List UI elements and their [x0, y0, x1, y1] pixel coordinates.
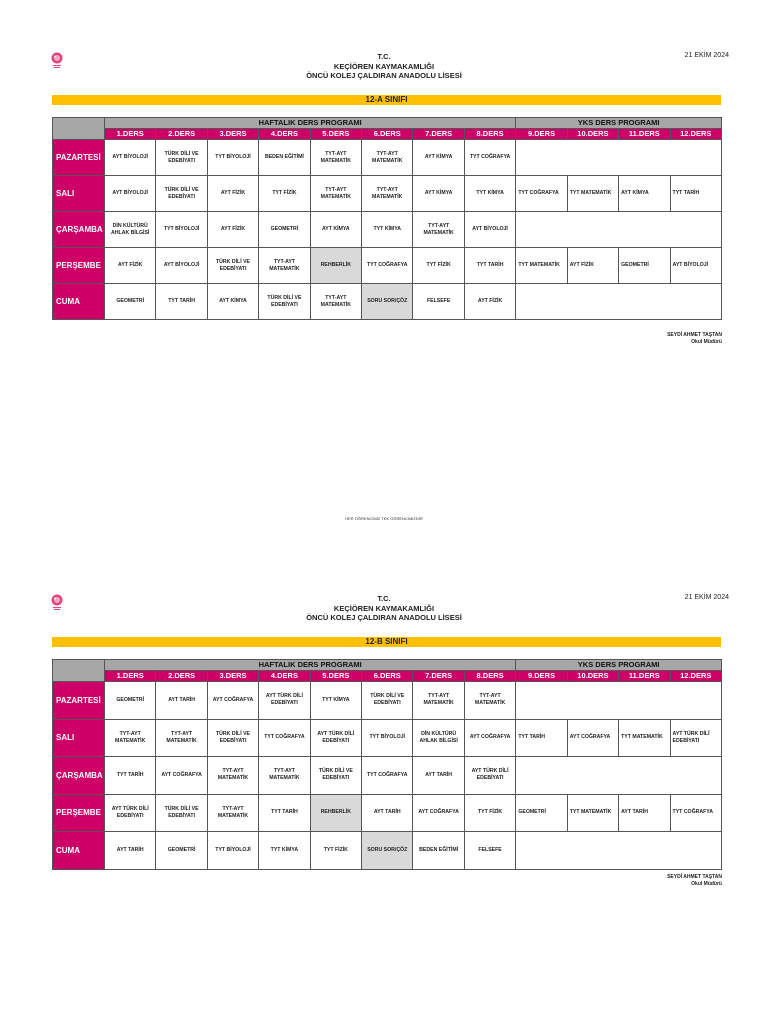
lesson-header: 2.DERS [156, 129, 207, 140]
lesson-cell: FELSEFE [413, 284, 464, 320]
lesson-cell: GEOMETRİ [156, 832, 207, 870]
lesson-cell: TYT-AYT MATEMATİK [310, 176, 361, 212]
lesson-cell: AYT FİZİK [464, 284, 515, 320]
lesson-header: 10.DERS [567, 129, 618, 140]
lesson-header: 8.DERS [464, 671, 515, 682]
lesson-cell: AYT KİMYA [413, 176, 464, 212]
lesson-header: 11.DERS [619, 671, 670, 682]
table-corner [53, 660, 105, 682]
class-title: 12-B SINIFI [52, 637, 721, 647]
yks-lesson-cell: AYT TARİH [619, 794, 670, 832]
yks-empty-cell [516, 757, 722, 795]
lesson-cell: TÜRK DİLİ VE EDEBİYATI [362, 682, 413, 720]
lesson-cell: TÜRK DİLİ VE EDEBİYATI [156, 140, 207, 176]
signature [667, 332, 722, 346]
lesson-cell: AYT COĞRAFYA [156, 757, 207, 795]
lesson-cell: TYT KİMYA [362, 212, 413, 248]
yks-empty-cell [516, 682, 722, 720]
lesson-cell: AYT BİYOLOJİ [464, 212, 515, 248]
lesson-cell: TYT TARİH [156, 284, 207, 320]
yks-lesson-cell: TYT MATEMATİK [516, 248, 567, 284]
lesson-cell: REHBERLİK [310, 248, 361, 284]
lesson-cell: GEOMETRİ [105, 284, 156, 320]
lesson-cell: AYT TARİH [156, 682, 207, 720]
lesson-cell: AYT COĞRAFYA [413, 794, 464, 832]
day-label: PAZARTESİ [53, 682, 105, 720]
lesson-cell: AYT TÜRK DİLİ EDEBİYATI [464, 757, 515, 795]
lesson-cell: TYT TARİH [464, 248, 515, 284]
lesson-header: 12.DERS [670, 671, 721, 682]
day-row [53, 248, 722, 284]
lesson-header: 8.DERS [464, 129, 515, 140]
header-line-2: KEÇİÖREN KAYMAKAMLIĞI [333, 61, 435, 71]
lesson-header: 9.DERS [516, 129, 567, 140]
lesson-cell: TÜRK DİLİ VE EDEBİYATI [259, 284, 310, 320]
day-row [53, 682, 722, 720]
lesson-header: 2.DERS [156, 671, 207, 682]
lesson-cell: AYT BİYOLOJİ [156, 248, 207, 284]
document-header [0, 594, 768, 623]
day-label: PAZARTESİ [53, 140, 105, 176]
lesson-cell: TYT-AYT MATEMATİK [362, 176, 413, 212]
day-label: PERŞEMBE [53, 794, 105, 832]
lesson-cell: GEOMETRİ [105, 682, 156, 720]
header-line-2: KEÇİÖREN KAYMAKAMLIĞI [333, 603, 435, 613]
lesson-cell: AYT COĞRAFYA [464, 719, 515, 757]
lesson-cell: TYT-AYT MATEMATİK [207, 794, 258, 832]
lesson-cell: TÜRK DİLİ VE EDEBİYATI [156, 794, 207, 832]
lesson-cell: TYT FİZİK [310, 832, 361, 870]
lesson-cell: TYT COĞRAFYA [362, 757, 413, 795]
lesson-cell: TYT COĞRAFYA [362, 248, 413, 284]
weekly-program-title: HAFTALIK DERS PROGRAMI [105, 118, 516, 129]
yks-lesson-cell: GEOMETRİ [619, 248, 670, 284]
timetable [52, 117, 722, 320]
lesson-cell: TYT-AYT MATEMATİK [362, 140, 413, 176]
lesson-cell: TYT BİYOLOJİ [207, 140, 258, 176]
day-label: ÇARŞAMBA [53, 212, 105, 248]
lesson-cell: AYT TÜRK DİLİ EDEBİYATI [259, 682, 310, 720]
day-label: PERŞEMBE [53, 248, 105, 284]
lesson-cell: BEDEN EĞİTİMİ [259, 140, 310, 176]
document-date: 21 EKİM 2024 [684, 594, 729, 601]
lesson-cell: TYT-AYT MATEMATİK [207, 757, 258, 795]
yks-empty-cell [516, 284, 722, 320]
day-row [53, 832, 722, 870]
yks-lesson-cell: AYT FİZİK [567, 248, 618, 284]
lesson-header: 12.DERS [670, 129, 721, 140]
lesson-cell: SORU SOR/ÇÖZ [362, 832, 413, 870]
yks-lesson-cell: TYT MATEMATİK [567, 176, 618, 212]
day-label: CUMA [53, 832, 105, 870]
yks-lesson-cell: TYT MATEMATİK [567, 794, 618, 832]
lesson-cell: TYT-AYT MATEMATİK [310, 284, 361, 320]
lesson-cell: SORU SOR/ÇÖZ [362, 284, 413, 320]
lesson-header: 7.DERS [413, 671, 464, 682]
lesson-cell: BEDEN EĞİTİMİ [413, 832, 464, 870]
lesson-cell: TYT FİZİK [413, 248, 464, 284]
lesson-header: 4.DERS [259, 671, 310, 682]
lesson-cell: TYT-AYT MATEMATİK [259, 248, 310, 284]
school-motto: HER ÖĞRENCİMİZ TEK ÖĞRENCİMİZDİR [345, 516, 423, 521]
lesson-cell: TYT FİZİK [464, 794, 515, 832]
document-header [0, 52, 768, 81]
signature-name: SEYDİ AHMET TAŞTAN [667, 874, 722, 880]
lesson-cell: TYT COĞRAFYA [464, 140, 515, 176]
lesson-cell: TÜRK DİLİ VE EDEBİYATI [207, 248, 258, 284]
lesson-cell: TÜRK DİLİ VE EDEBİYATI [207, 719, 258, 757]
lesson-cell: AYT FİZİK [207, 176, 258, 212]
lesson-cell: AYT BİYOLOJİ [105, 140, 156, 176]
lesson-header: 7.DERS [413, 129, 464, 140]
yks-empty-cell [516, 140, 722, 176]
day-label: SALI [53, 719, 105, 757]
lesson-cell: TYT-AYT MATEMATİK [413, 682, 464, 720]
lesson-cell: AYT TARİH [413, 757, 464, 795]
class-title: 12-A SINIFI [52, 95, 721, 105]
yks-lesson-cell: AYT TÜRK DİLİ EDEBİYATI [670, 719, 721, 757]
lesson-cell: AYT KİMYA [207, 284, 258, 320]
table-corner [53, 118, 105, 140]
day-row [53, 212, 722, 248]
lesson-header: 3.DERS [207, 129, 258, 140]
signature [667, 874, 722, 888]
day-row [53, 140, 722, 176]
lesson-cell: AYT BİYOLOJİ [105, 176, 156, 212]
lesson-cell: DİN KÜLTÜRÜ AHLAK BİLGİSİ [105, 212, 156, 248]
lesson-cell: TÜRK DİLİ VE EDEBİYATI [310, 757, 361, 795]
timetable [52, 659, 722, 870]
lesson-cell: AYT TÜRK DİLİ EDEBİYATI [105, 794, 156, 832]
lesson-header: 5.DERS [310, 671, 361, 682]
lesson-header: 5.DERS [310, 129, 361, 140]
lesson-header: 1.DERS [105, 671, 156, 682]
header-line-1: T.C. [377, 594, 391, 603]
lesson-cell: AYT FİZİK [105, 248, 156, 284]
header-line-1: T.C. [377, 52, 391, 61]
lesson-cell: TYT-AYT MATEMATİK [105, 719, 156, 757]
lesson-cell: TYT BİYOLOJİ [207, 832, 258, 870]
lesson-cell: FELSEFE [464, 832, 515, 870]
yks-empty-cell [516, 212, 722, 248]
day-row [53, 757, 722, 795]
lesson-cell: AYT COĞRAFYA [207, 682, 258, 720]
lesson-cell: TYT TARİH [259, 794, 310, 832]
yks-lesson-cell: TYT MATEMATİK [619, 719, 670, 757]
weekly-program-title: HAFTALIK DERS PROGRAMI [105, 660, 516, 671]
day-row [53, 794, 722, 832]
lesson-header: 9.DERS [516, 671, 567, 682]
signature-title: Okul Müdürü [691, 339, 722, 345]
day-row [53, 719, 722, 757]
lesson-cell: TYT FİZİK [259, 176, 310, 212]
lesson-header: 10.DERS [567, 671, 618, 682]
lesson-header: 11.DERS [619, 129, 670, 140]
signature-title: Okul Müdürü [691, 881, 722, 887]
yks-lesson-cell: AYT COĞRAFYA [567, 719, 618, 757]
yks-lesson-cell: AYT KİMYA [619, 176, 670, 212]
yks-lesson-cell: TYT COĞRAFYA [670, 794, 721, 832]
header-line-3: ÖNCÜ KOLEJ ÇALDIRAN ANADOLU LİSESİ [306, 613, 462, 622]
lesson-header: 3.DERS [207, 671, 258, 682]
lesson-cell: TYT-AYT MATEMATİK [464, 682, 515, 720]
lesson-cell: REHBERLİK [310, 794, 361, 832]
lesson-header: 6.DERS [362, 671, 413, 682]
lesson-cell: TYT KİMYA [259, 832, 310, 870]
day-label: ÇARŞAMBA [53, 757, 105, 795]
lesson-cell: AYT TARİH [362, 794, 413, 832]
yks-lesson-cell: GEOMETRİ [516, 794, 567, 832]
day-row [53, 176, 722, 212]
lesson-cell: TYT KİMYA [310, 682, 361, 720]
yks-lesson-cell: TYT TARİH [516, 719, 567, 757]
lesson-cell: GEOMETRİ [259, 212, 310, 248]
lesson-cell: AYT KİMYA [310, 212, 361, 248]
lesson-cell: DİN KÜLTÜRÜ AHLAK BİLGİSİ [413, 719, 464, 757]
lesson-header: 1.DERS [105, 129, 156, 140]
header-line-3: ÖNCÜ KOLEJ ÇALDIRAN ANADOLU LİSESİ [306, 71, 462, 80]
lesson-cell: TYT TARİH [105, 757, 156, 795]
lesson-cell: TYT BİYOLOJİ [362, 719, 413, 757]
day-label: CUMA [53, 284, 105, 320]
yks-empty-cell [516, 832, 722, 870]
signature-name: SEYDİ AHMET TAŞTAN [667, 332, 722, 338]
lesson-cell: AYT TÜRK DİLİ EDEBİYATI [310, 719, 361, 757]
lesson-cell: AYT TARİH [105, 832, 156, 870]
lesson-cell: AYT FİZİK [207, 212, 258, 248]
lesson-header: 4.DERS [259, 129, 310, 140]
yks-lesson-cell: TYT TARİH [670, 176, 721, 212]
day-label: SALI [53, 176, 105, 212]
lesson-header: 6.DERS [362, 129, 413, 140]
lesson-cell: TÜRK DİLİ VE EDEBİYATI [156, 176, 207, 212]
lesson-cell: TYT-AYT MATEMATİK [156, 719, 207, 757]
day-row [53, 284, 722, 320]
lesson-cell: AYT KİMYA [413, 140, 464, 176]
lesson-cell: TYT-AYT MATEMATİK [259, 757, 310, 795]
document-date: 21 EKİM 2024 [684, 52, 729, 59]
lesson-cell: TYT-AYT MATEMATİK [413, 212, 464, 248]
lesson-cell: TYT COĞRAFYA [259, 719, 310, 757]
lesson-cell: TYT KİMYA [464, 176, 515, 212]
yks-program-title: YKS DERS PROGRAMI [516, 118, 722, 129]
yks-lesson-cell: TYT COĞRAFYA [516, 176, 567, 212]
yks-program-title: YKS DERS PROGRAMI [516, 660, 722, 671]
yks-lesson-cell: AYT BİYOLOJİ [670, 248, 721, 284]
lesson-cell: TYT BİYOLOJİ [156, 212, 207, 248]
lesson-cell: TYT-AYT MATEMATİK [310, 140, 361, 176]
